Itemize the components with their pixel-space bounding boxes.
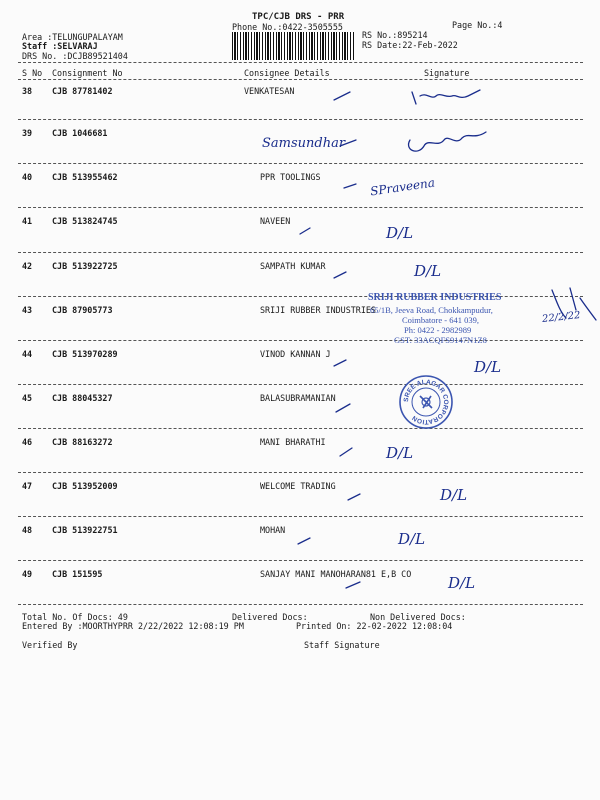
- row-consignee: VINOD KANNAN J: [260, 349, 331, 359]
- stamp-phone: Ph: 0422 - 2982989: [404, 325, 472, 335]
- rs-date: RS Date:22-Feb-2022: [362, 40, 458, 50]
- staff-signature: Staff Signature: [304, 640, 380, 650]
- row-sno: 42: [22, 261, 33, 271]
- row-sno: 40: [22, 172, 33, 182]
- row-consignee: PPR TOOLINGS: [260, 172, 321, 182]
- total-docs: Total No. Of Docs: 49: [22, 612, 128, 622]
- handwritten-dl: D/L: [386, 444, 414, 462]
- row-consignment: CJB 151595: [52, 569, 103, 579]
- delivered-docs: Delivered Docs:: [232, 612, 308, 622]
- area-label: Area :TELUNGUPALAYAM: [22, 32, 123, 42]
- phone-number: Phone No.:0422-3505555: [232, 22, 343, 32]
- handwritten-dl: D/L: [448, 574, 476, 592]
- row-sno: 41: [22, 216, 33, 226]
- row-consignment: CJB 88163272: [52, 437, 113, 447]
- row-consignee: SANJAY MANI MANOHARAN81 E,B CO: [260, 569, 412, 579]
- stamp-gst: GST: 33ACQFS9147N1Z8: [394, 335, 487, 345]
- row-sno: 47: [22, 481, 33, 491]
- handwritten-consignee: Samsundhar: [262, 136, 346, 151]
- row-consignee: BALASUBRAMANIAN: [260, 393, 336, 403]
- row-sno: 44: [22, 349, 33, 359]
- handwritten-signature: SPraveena: [369, 175, 436, 199]
- handwritten-dl: D/L: [398, 530, 426, 548]
- row-consignee: NAVEEN: [260, 216, 291, 226]
- row-sno: 45: [22, 393, 33, 403]
- row-consignment: CJB 88045327: [52, 393, 113, 403]
- entered-by: Entered By :MOORTHYPRR 2/22/2022 12:08:19 PM: [22, 621, 244, 631]
- row-sno: 46: [22, 437, 33, 447]
- page-number: Page No.:4: [452, 20, 503, 30]
- row-sno: 49: [22, 569, 33, 579]
- col-consignment: Consignment No: [52, 68, 123, 78]
- printed-on: Printed On: 22-02-2022 12:08:04: [296, 621, 453, 631]
- row-consignee: SAMPATH KUMAR: [260, 261, 326, 271]
- rs-number: RS No.:895214: [362, 30, 428, 40]
- stamp-address-line1: 65/1B, Jeeva Road, Chokkampudur,: [370, 305, 493, 315]
- row-consignment: CJB 513955462: [52, 172, 118, 182]
- row-consignee: SRIJI RUBBER INDUSTRIES: [260, 305, 376, 315]
- handwritten-dl: D/L: [414, 262, 442, 280]
- row-sno: 43: [22, 305, 33, 315]
- row-consignment: CJB 513952009: [52, 481, 118, 491]
- drs-number: DRS No. :DCJB89521404: [22, 51, 128, 61]
- row-consignee: WELCOME TRADING: [260, 481, 336, 491]
- row-consignee: MANI BHARATHI: [260, 437, 326, 447]
- row-sno: 48: [22, 525, 33, 535]
- verified-by: Verified By: [22, 640, 78, 650]
- svg-text:SREE ALAGAR CORPORATION: SREE ALAGAR CORPORATION: [402, 378, 450, 426]
- document-title: TPC/CJB DRS - PRR: [252, 12, 345, 22]
- handwritten-dl: D/L: [386, 224, 414, 242]
- stamp-company-name: SRIJI RUBBER INDUSTRIES: [368, 292, 502, 303]
- handwritten-dl: D/L: [440, 486, 468, 504]
- row-consignment: CJB 87905773: [52, 305, 113, 315]
- row-consignment: CJB 513970289: [52, 349, 118, 359]
- col-sno: S No: [22, 68, 43, 78]
- row-consignee: VENKATESAN: [244, 86, 295, 96]
- handwritten-date: 22/2/22: [541, 310, 582, 325]
- row-consignment: CJB 513922751: [52, 525, 118, 535]
- row-consignment: CJB 1046681: [52, 128, 108, 138]
- row-consignment: CJB 513824745: [52, 216, 118, 226]
- col-consignee: Consignee Details: [244, 68, 330, 78]
- stamp-address-line2: Coimbatore - 641 039,: [402, 315, 479, 325]
- col-signature: Signature: [424, 68, 470, 78]
- staff-label: Staff :SELVARAJ: [22, 41, 98, 51]
- row-sno: 39: [22, 128, 33, 138]
- row-consignee: MOHAN: [260, 525, 286, 535]
- row-consignment: CJB 87781402: [52, 86, 113, 96]
- handwritten-dl: D/L: [474, 358, 502, 376]
- row-sno: 38: [22, 86, 33, 96]
- row-consignment: CJB 513922725: [52, 261, 118, 271]
- non-delivered-docs: Non Delivered Docs:: [370, 612, 466, 622]
